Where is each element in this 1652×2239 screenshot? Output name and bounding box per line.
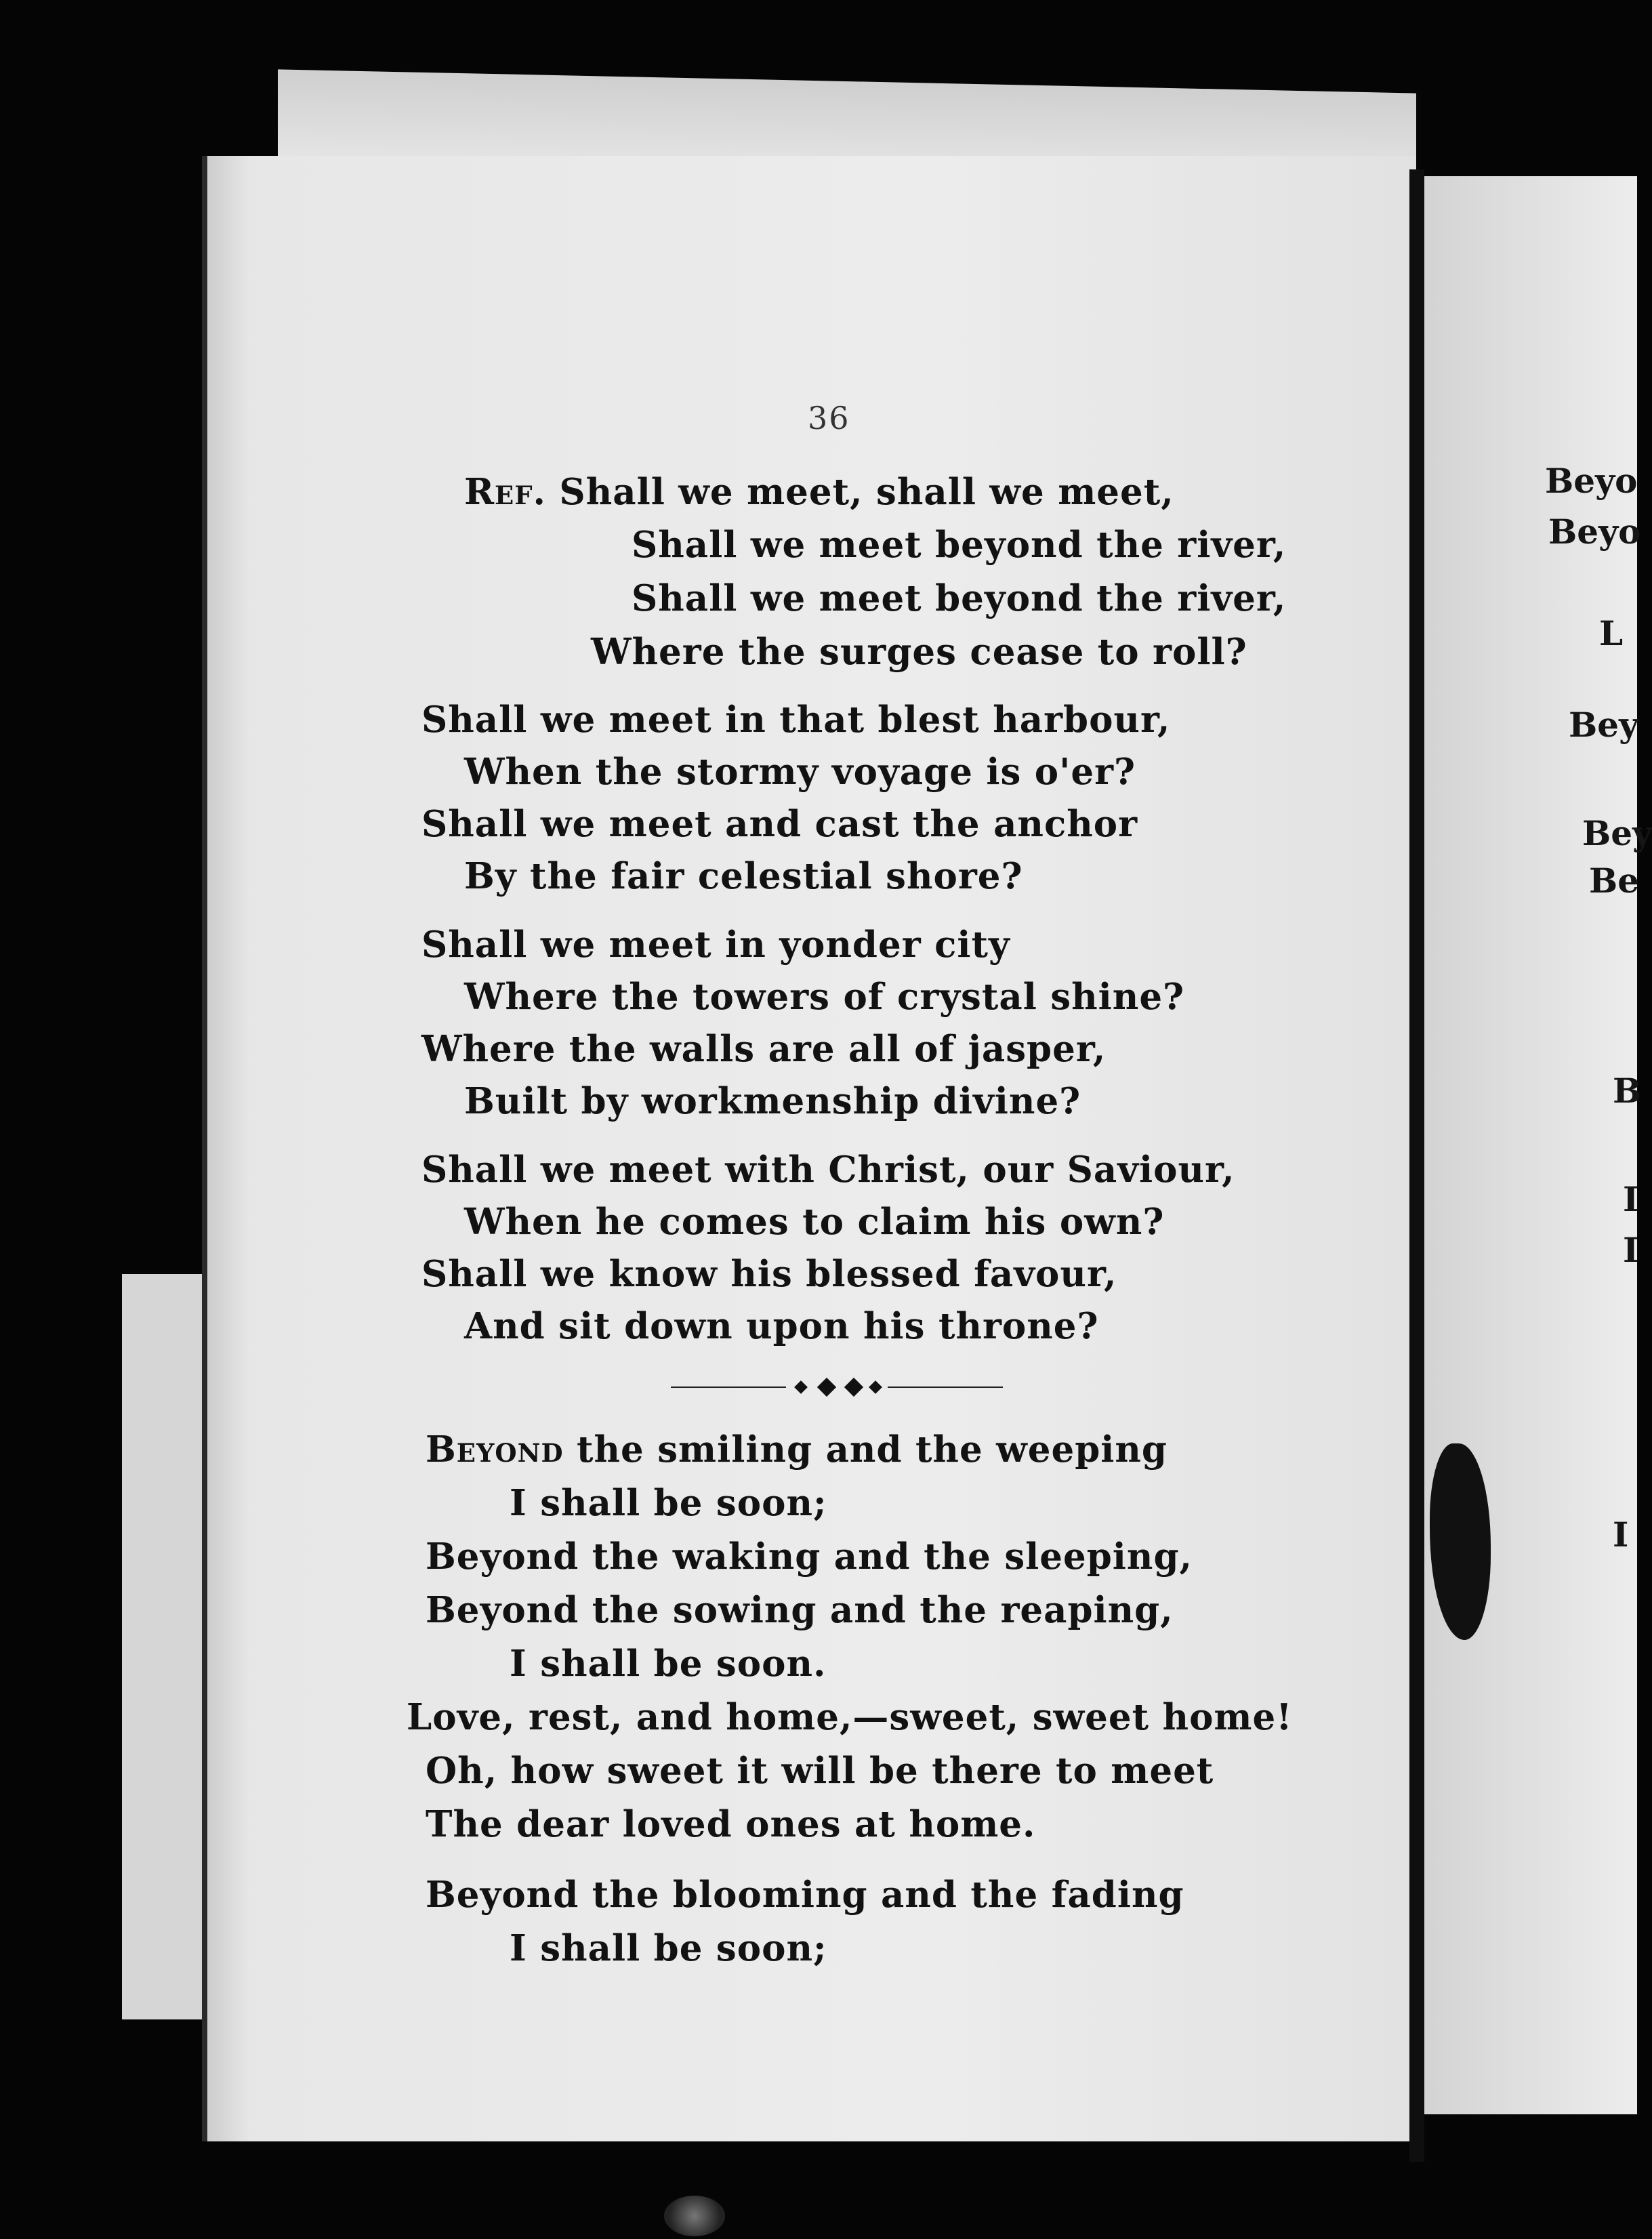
refrain-line: Shall we meet beyond the river, [632,577,1287,619]
facing-page-fragment: Beyo [1548,512,1641,552]
verse-line: Shall we meet in yonder city [421,924,1010,966]
hymn-line: I shall be soon; [510,1482,827,1524]
lens-artifact [664,2196,725,2236]
refrain-first-line [464,471,1174,513]
facing-page-fragment: Bey [1569,705,1639,745]
verse-line: And sit down upon his throne? [464,1305,1099,1347]
hymn-line: Oh, how sweet it will be there to meet [426,1750,1214,1792]
hymn-line: I shall be soon. [510,1643,827,1685]
hymn-line: The dear loved ones at home. [426,1803,1036,1845]
verse-line: When he comes to claim his own? [464,1201,1165,1243]
hymn-line: Beyond the waking and the sleeping, [426,1536,1193,1578]
page-number: 36 [808,400,850,436]
verse-line: Shall we meet and cast the anchor [421,803,1138,845]
page-edge [122,1274,210,2019]
facing-page-fragment: Be [1589,861,1640,901]
hymn-line: I shall be soon; [510,1927,827,1969]
verse-line: Shall we know his blessed favour, [421,1253,1117,1295]
refrain-line: Shall we meet beyond the river, [632,524,1287,566]
hymn-line: Beyond the blooming and the fading [426,1874,1184,1916]
hymn-line: Beyond the sowing and the reaping, [426,1589,1174,1631]
verse-line: Where the walls are all of jasper, [421,1028,1107,1070]
facing-page-fragment: Beyo [1545,461,1638,501]
hymn-line: Love, rest, and home,—sweet, sweet home! [407,1696,1293,1738]
facing-page-fragment: Bey [1582,813,1652,853]
verse-line: Where the towers of crystal shine? [464,976,1185,1018]
refrain-line: Where the surges cease to roll? [591,631,1247,673]
refrain-label: Ref. [464,471,546,513]
facing-page-fragment: B [1613,1071,1642,1111]
verse-line: Shall we meet with Christ, our Saviour, [421,1149,1235,1191]
ornament-divider [671,1377,1003,1397]
verse-line: When the stormy voyage is o'er? [464,751,1136,793]
facing-page-fragment: I [1613,1515,1629,1555]
verse-line: Built by workmenship divine? [464,1080,1081,1122]
book-gutter [1409,169,1424,2162]
facing-page-fragment: L [1599,613,1624,653]
facing-page-fragment: I [1623,1230,1639,1270]
verse-line: Shall we meet in that blest harbour, [421,699,1171,741]
hymn-first-line-text: the smiling and the weeping [577,1429,1168,1471]
verse-line: By the fair celestial shore? [464,855,1023,897]
hymn-first-word: Beyond [426,1429,564,1471]
hymn-first-line [426,1429,1168,1471]
facing-page-fragment: I [1623,1179,1639,1219]
refrain-first-line-text: Shall we meet, shall we meet, [559,471,1174,513]
